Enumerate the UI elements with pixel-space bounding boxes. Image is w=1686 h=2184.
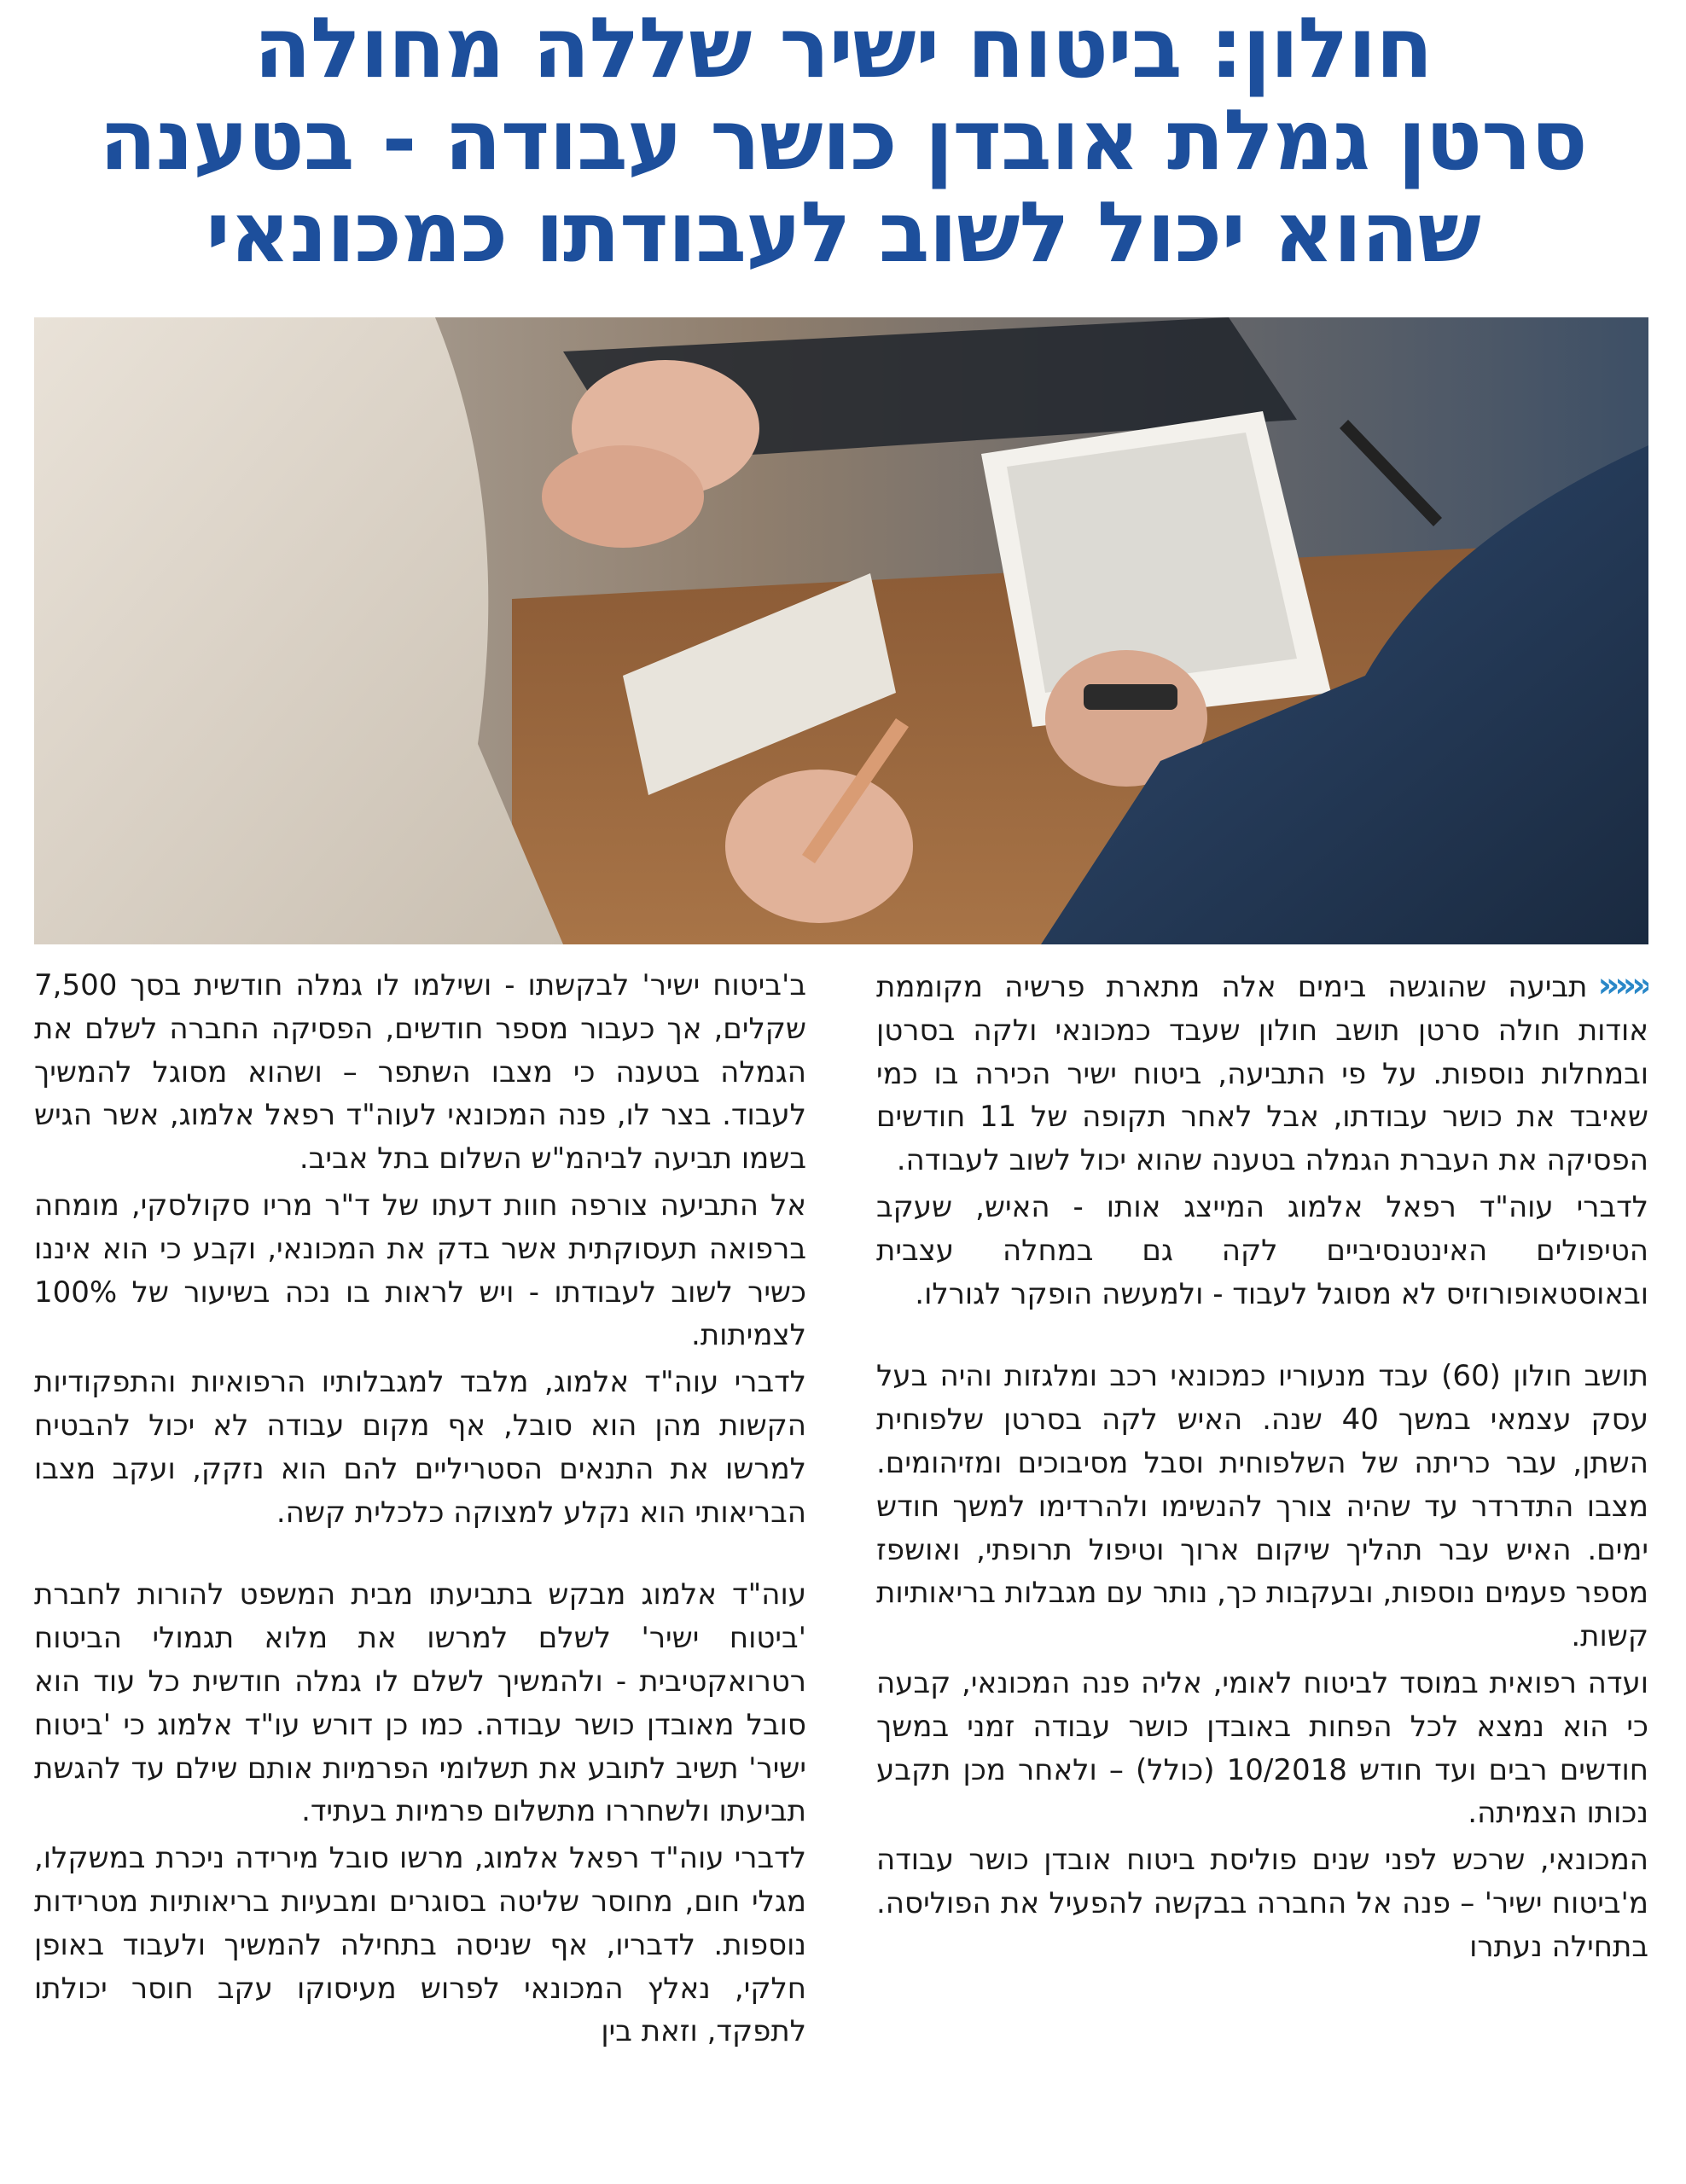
article-photo bbox=[34, 317, 1648, 944]
headline-line-3: שהוא יכול לשוב לעבודתו כמכונאי bbox=[206, 184, 1480, 282]
headline-line-1: חולון: ביטוח ישיר שללה מחולה bbox=[253, 0, 1433, 97]
paragraph: אל התביעה צורפה חוות דעתו של ד"ר מריו סקולסקי, מומחה ברפואה תעסוקתית אשר בדק את המכונאי, וקבע כי הוא איננו כשיר לשוב לעבודתו - ויש לראות בו נכה בשיעור של 100% לצמיתות. bbox=[34, 1188, 806, 1353]
paragraph: לדברי עוה"ד אלמוג, מלבד למגבלותיו הרפואיות והתפקודיות הקשות מהן הוא סובל, אף מקום עבודה לא יכול להבטיח למרשו את התנאים הסטריליים להם הוא נזקק, ועקב מצבו הבריאותי הוא נקלע למצוקה כלכלית קשה. bbox=[34, 1365, 806, 1530]
paragraph: תושב חולון (60) עבד מנעוריו כמכונאי רכב ומלגזות והיה בעל עסק עצמאי במשך 40 שנה. האיש לקה בסרטן שלפוחית השתן, עבר כריתה של השלפוחית וסבל מסיבוכים ומזיהומים. מצבו התדרדר עד שהיה צורך להנשימו ולהרדימו למשך חודש ימים. האיש עבר תהליך שיקום ארוך וטיפול תרופתי, ואושפז מספר פעמים נוספות, ובעקבות כך, נותר עם מגבלות בריאותיות קשות. bbox=[876, 1359, 1648, 1654]
paragraph: המכונאי, שרכש לפני שנים פוליסת ביטוח אובדן כושר עבודה מ'ביטוח ישיר' – פנה אל החברה בבקשה להפעיל את הפוליסה. בתחילה נעתרו bbox=[876, 1843, 1648, 1964]
paragraph: עוה"ד אלמוג מבקש בתביעתו מבית המשפט להורות לחברת 'ביטוח ישיר' לשלם למרשו את מלוא תגמולי הביטוח רטרואקטיבית - ולהמשיך לשלם לו גמלה חודשית כל עוד הוא סובל מאובדן כושר עבודה. כמו כן דורש עו"ד אלמוג כי 'ביטוח ישיר' תשיב לתובע את תשלומי הפרמיות אותם שילם עד להגשת תביעתו ולשחררו מתשלום פרמיות בעתיד. bbox=[34, 1577, 806, 1829]
article-body bbox=[34, 964, 1648, 2184]
paragraph: לדברי עוה"ד רפאל אלמוג המייצג אותו - האיש, שעקב הטיפולים האינטנסיביים לקה גם במחלה עצבית ובאוסטאופורוזיס לא מסוגל לעבוד - ולמעשה הופקר לגורלו. bbox=[876, 1189, 1648, 1311]
paragraph: ב'ביטוח ישיר' לבקשתו - ושילמו לו גמלה חודשית בסך 7,500 שקלים, אך כעבור מספר חודשים, הפסיקה החברה לשלם את הגמלה בטענה כי מצבו השתפר – ושהוא מסוגל להמשיך לעבוד. בצר לו, פנה המכונאי לעוה"ד רפאל אלמוג, אשר הגיש בשמו תביעה לביהמ"ש השלום בתל אביב. bbox=[34, 968, 806, 1176]
paragraph bbox=[876, 964, 1648, 1182]
paragraph-text: תביעה שהוגשה בימים אלה מתארת פרשיה מקוממת אודות חולה סרטן תושב חולון שעבד כמכונאי ולקה בסרטן ובמחלות נוספות. על פי התביעה, ביטוח ישיר הכירה בו כמי שאיבד את כושר עבודתו, אבל לאחר תקופה של 11 חודשים הפסיקה את העברת הגמלה בטענה שהוא יכול לשוב לעבודה. bbox=[876, 970, 1648, 1178]
paragraph: ועדה רפואית במוסד לביטוח לאומי, אליה פנה המכונאי, קבעה כי הוא נמצא לכל הפחות באובדן כושר עבודה זמני במשך חודשים רבים ועד חודש 10/2018 (כולל) – ולאחר מכן תקבע נכותו הצמיתה. bbox=[876, 1665, 1648, 1831]
headline-line-2: סרטן גמלת אובדן כושר עבודה - בטענה bbox=[99, 92, 1587, 189]
headline bbox=[34, 0, 1652, 282]
lead-marker-icon: ««« bbox=[1597, 966, 1648, 1005]
article-column-right bbox=[876, 964, 1648, 2184]
article-column-left bbox=[34, 964, 806, 2184]
paragraph: לדברי עוה"ד רפאל אלמוג, מרשו סובל מירידה ניכרת במשקלו, מגלי חום, מחוסר שליטה בסוגרים ומבעיות בריאותיות מטרידות נוספות. לדבריו, אף שניסה בתחילה להמשיך ולעבוד באופן חלקי, נאלץ המכונאי לפרוש מעיסוקו עקב חוסר יכולתו לתפקד, וזאת בין bbox=[34, 1841, 806, 2049]
